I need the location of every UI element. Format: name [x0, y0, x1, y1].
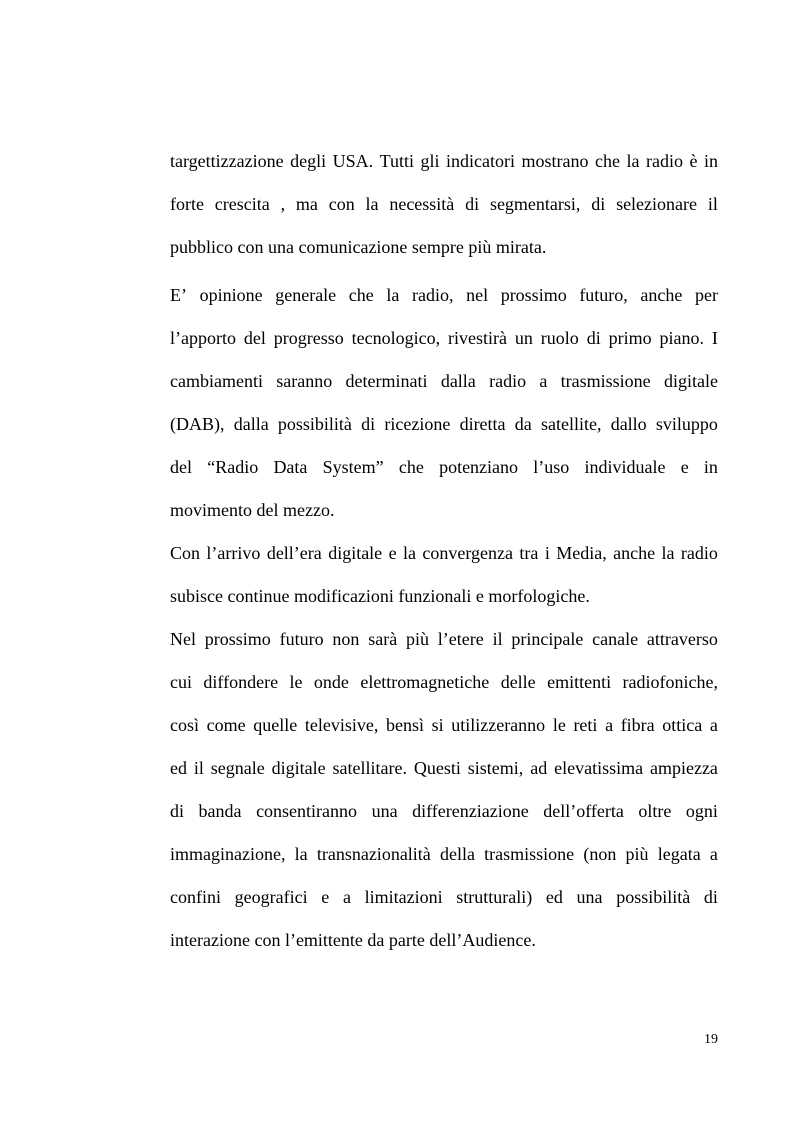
page-number: 19 [704, 1032, 718, 1047]
text-line: (DAB), dalla possibilità di ricezione diretta da satellite, dallo sviluppo [170, 414, 718, 434]
text-line: forte crescita , ma con la necessità di segmentarsi, di selezionare il [170, 194, 718, 214]
text-line: così come quelle televisive, bensì si utilizzeranno le reti a fibra ottica a [170, 715, 718, 735]
text-line: targettizzazione degli USA. Tutti gli indicatori mostrano che la radio è in [170, 151, 718, 171]
text-line: cambiamenti saranno determinati dalla radio a trasmissione digitale [170, 371, 718, 391]
text-line: di banda consentiranno una differenziazione dell’offerta oltre ogni [170, 801, 718, 821]
text-line: subisce continue modificazioni funzionali e morfologiche. [170, 586, 590, 606]
text-line: Nel prossimo futuro non sarà più l’etere il principale canale attraverso [170, 629, 718, 649]
text-line: del “Radio Data System” che potenziano l’uso individuale e in [170, 457, 718, 477]
text-line: confini geografici e a limitazioni strutturali) ed una possibilità di [170, 887, 718, 907]
text-line: l’apporto del progresso tecnologico, rivestirà un ruolo di primo piano. I [170, 328, 718, 348]
text-line: immaginazione, la transnazionalità della trasmissione (non più legata a [170, 844, 718, 864]
text-line: ed il segnale digitale satellitare. Questi sistemi, ad elevatissima ampiezza [170, 758, 718, 778]
text-line: E’ opinione generale che la radio, nel prossimo futuro, anche per [170, 285, 718, 305]
text-line: interazione con l’emittente da parte dell’Audience. [170, 930, 536, 950]
text-line: Con l’arrivo dell’era digitale e la convergenza tra i Media, anche la radio [170, 543, 718, 563]
text-line: pubblico con una comunicazione sempre più mirata. [170, 237, 547, 257]
text-line: movimento del mezzo. [170, 500, 335, 520]
text-line: cui diffondere le onde elettromagnetiche delle emittenti radiofoniche, [170, 672, 718, 692]
